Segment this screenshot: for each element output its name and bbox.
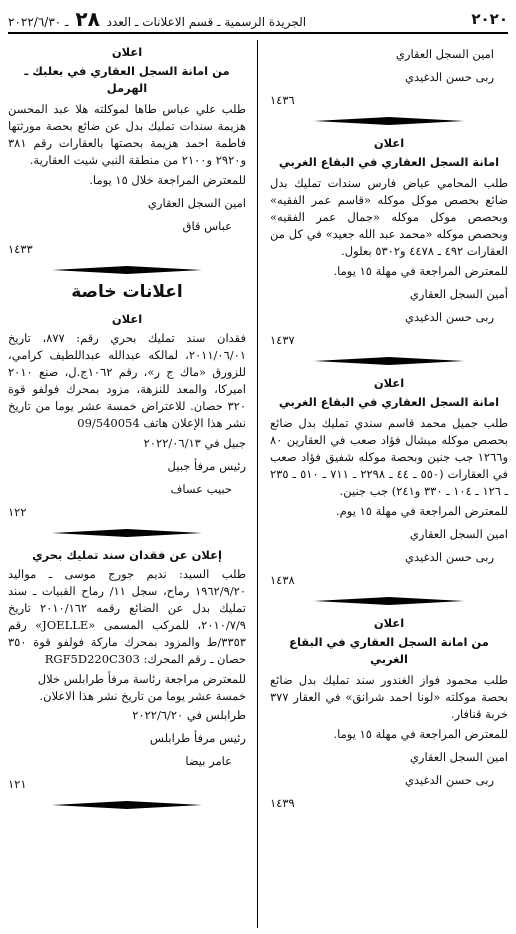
issue-date: ـ ٢٠٢٢/٦/٣٠ bbox=[8, 15, 69, 29]
signature-title: رئيس مرفأ جبيل bbox=[167, 459, 246, 473]
notice-number: ١٤٣٧ bbox=[270, 333, 295, 347]
notice-number: ١٤٣٦ bbox=[270, 93, 295, 107]
issue-number: ٢٨ bbox=[75, 7, 100, 31]
left-column bbox=[8, 40, 246, 819]
signature-title: رئيس مرفأ طرابلس bbox=[149, 731, 246, 745]
notice-number: ١٤٣٨ bbox=[270, 573, 295, 587]
ad-body: طلب المحامي عياض فارس سندات تمليك بدل ضائع بحصص موكل موكله «قاسم عمر الفقيه» وبحصص موكل موكله «جمال عمر الفقيه» وبحصص موكله «محمد عبد الله جعيد» في كل من العقارات ٤٩٢ ـ ٤٤٧٨ و٥٣٠٢ بعلول. bbox=[270, 176, 508, 258]
ad-notice: للمعترض المراجعة في مهلة ١٥ يوما. bbox=[333, 264, 508, 278]
separator-ornament bbox=[8, 529, 246, 537]
separator-ornament bbox=[270, 117, 508, 125]
signature-title: امين السجل العقاري bbox=[409, 527, 508, 541]
header-title bbox=[8, 7, 306, 31]
ad-body-text: طلب السيد: نديم جورج موسى ـ مواليد ١٩٦٢/٩/٢٠ رماح، سجل ١١/ رماح القبيات ـ سند تمليك بدل عن الضائع رقمه ٢٠١٠/١٦٢ تاريخ ٢٠١٠/٧/٩، للمركب المسمى «JOELLE» رقم ٣٣٥٣/ط والمزود بمحرك ماركة فولفو قوة ٣٥٠ حصان ـ رقم المحرك: bbox=[8, 567, 246, 666]
gazette-name: الجريدة الرسمية ـ قسم الاعلانات ـ العدد bbox=[106, 15, 307, 29]
ad-notice: للمعترض المراجعة خلال ١٥ يوما. bbox=[89, 173, 246, 187]
ad-title: اعلان bbox=[111, 312, 143, 326]
notice-number: ١٢٢ bbox=[8, 505, 27, 519]
ad-subtitle: امانة السجل العقاري في البقاع الغربي bbox=[278, 395, 500, 409]
ad-body bbox=[8, 566, 246, 668]
right-column bbox=[270, 40, 508, 818]
signature-name: ربى حسن الدغيدي bbox=[404, 70, 494, 84]
signature-name: حبيب عساف bbox=[170, 482, 232, 496]
signature-name: ربى حسن الدغيدي bbox=[404, 550, 494, 564]
ad-subtitle: امانة السجل العقاري في البقاع الغربي bbox=[278, 155, 500, 169]
ad-title: اعلان bbox=[373, 136, 405, 150]
ad-title: اعلان bbox=[111, 45, 143, 59]
ad-body bbox=[8, 330, 246, 432]
ad-title: اعلان bbox=[373, 376, 405, 390]
signature-title: امين السجل العقاري bbox=[147, 196, 246, 210]
signature-title: أمين السجل العقاري bbox=[409, 287, 508, 301]
separator-ornament bbox=[8, 801, 246, 809]
column-divider bbox=[257, 40, 258, 928]
signature-name: ربى حسن الدغيدي bbox=[404, 310, 494, 324]
page-header bbox=[8, 6, 508, 34]
notice-number: ١٤٣٣ bbox=[8, 242, 33, 256]
ad-notice: للمعترض المراجعة في مهلة ١٥ يوما. bbox=[333, 727, 508, 741]
ad-body: طلب علي عباس طاها لموكلته هلا عبد المحسن هزيمة سندات تمليك بدل عن ضائع بحصة مورثتها فاطمة احمد هزيمة بحصتها بالعقارات رقم ٣٨١ و٢٩٢٠ و٢١٠٠ من منطقة النبي شيت العقارية. bbox=[8, 102, 246, 167]
place-date: جبيل في ٢٠٢٢/٠٦/١٣ bbox=[143, 436, 246, 450]
separator-ornament bbox=[8, 266, 246, 274]
notice-number: ١٢١ bbox=[8, 777, 27, 791]
ad-subtitle: من امانة السجل العقاري في البقاع الغربي bbox=[289, 635, 489, 666]
ad-body-text: فقدان سند تمليك بحري رقم: ٨٧٧، تاريخ ٢٠١١/٠٦/٠١، لمالكه عبدالله عبداللطيف كرامي، للزورق «ماك ج ر»، رقم ١٠٦٢ج.ل، صنع ٢٠١٠ اميركا، والمعد للنزهة، مزود بمحرك فولفو قوة ٣٢٠ حصان. للاعتراض خمسة عشر يوما من تاريخ نشر هذا الإعلان هاتف bbox=[8, 331, 246, 430]
separator-ornament bbox=[270, 597, 508, 605]
page-number: ٢٠٢٠ bbox=[471, 10, 508, 28]
ad-title: إعلان عن فقدان سند تمليك بحري bbox=[32, 548, 222, 562]
signature-name: عباس قاق bbox=[182, 219, 232, 233]
place-date: طرابلس في ٢٠٢٢/٦/٢٠ bbox=[132, 708, 246, 722]
ad-body: طلب محمود فواز الغندور سند تمليك بدل ضائع بحصة موكلته «لونا احمد شرانق» في العقار ٣٧٧ خربة قنافار. bbox=[270, 673, 508, 721]
separator-ornament bbox=[270, 357, 508, 365]
signature-name: عامر بيضا bbox=[185, 754, 232, 768]
section-title: اعلانات خاصة bbox=[71, 282, 183, 302]
signature-title: امين السجل العقاري bbox=[395, 47, 494, 61]
ad-notice: للمعترض المراجعة في مهلة ١٥ يوم. bbox=[335, 504, 508, 518]
notice-number: ١٤٣٩ bbox=[270, 796, 295, 810]
engine-number: RGF5D220C303 bbox=[44, 652, 140, 666]
ad-title: اعلان bbox=[373, 616, 405, 630]
ad-subtitle: من امانة السجل العقاري في بعلبك ـ الهرمل bbox=[24, 64, 230, 95]
phone-number: 09/540054 bbox=[77, 416, 140, 430]
signature-name: ربى حسن الدغيدي bbox=[404, 773, 494, 787]
signature-title: امين السجل العقاري bbox=[409, 750, 508, 764]
ad-body: طلب جميل محمد قاسم سندي تمليك بدل ضائع بحصص موكله ميشال فؤاد صعب في العقارين ٨٠ و١٢٦٦ جب جنين وبحصة موكله شفيق فؤاد صعب في العقارات (٥٥٠ ـ ٤٤ ـ ٢٢٩٨ ـ ٧١١ ـ ٥١٠ ـ ٢٣٥ ـ ١٢٦ ـ ١٠٤ ـ ٣٣٠ و٢٤١) جب جنين. bbox=[270, 416, 509, 498]
ad-notice: للمعترض مراجعة رئاسة مرفأ طرابلس خلال خمسة عشر يوما من تاريخ نشر هذا الاعلان. bbox=[37, 672, 246, 703]
